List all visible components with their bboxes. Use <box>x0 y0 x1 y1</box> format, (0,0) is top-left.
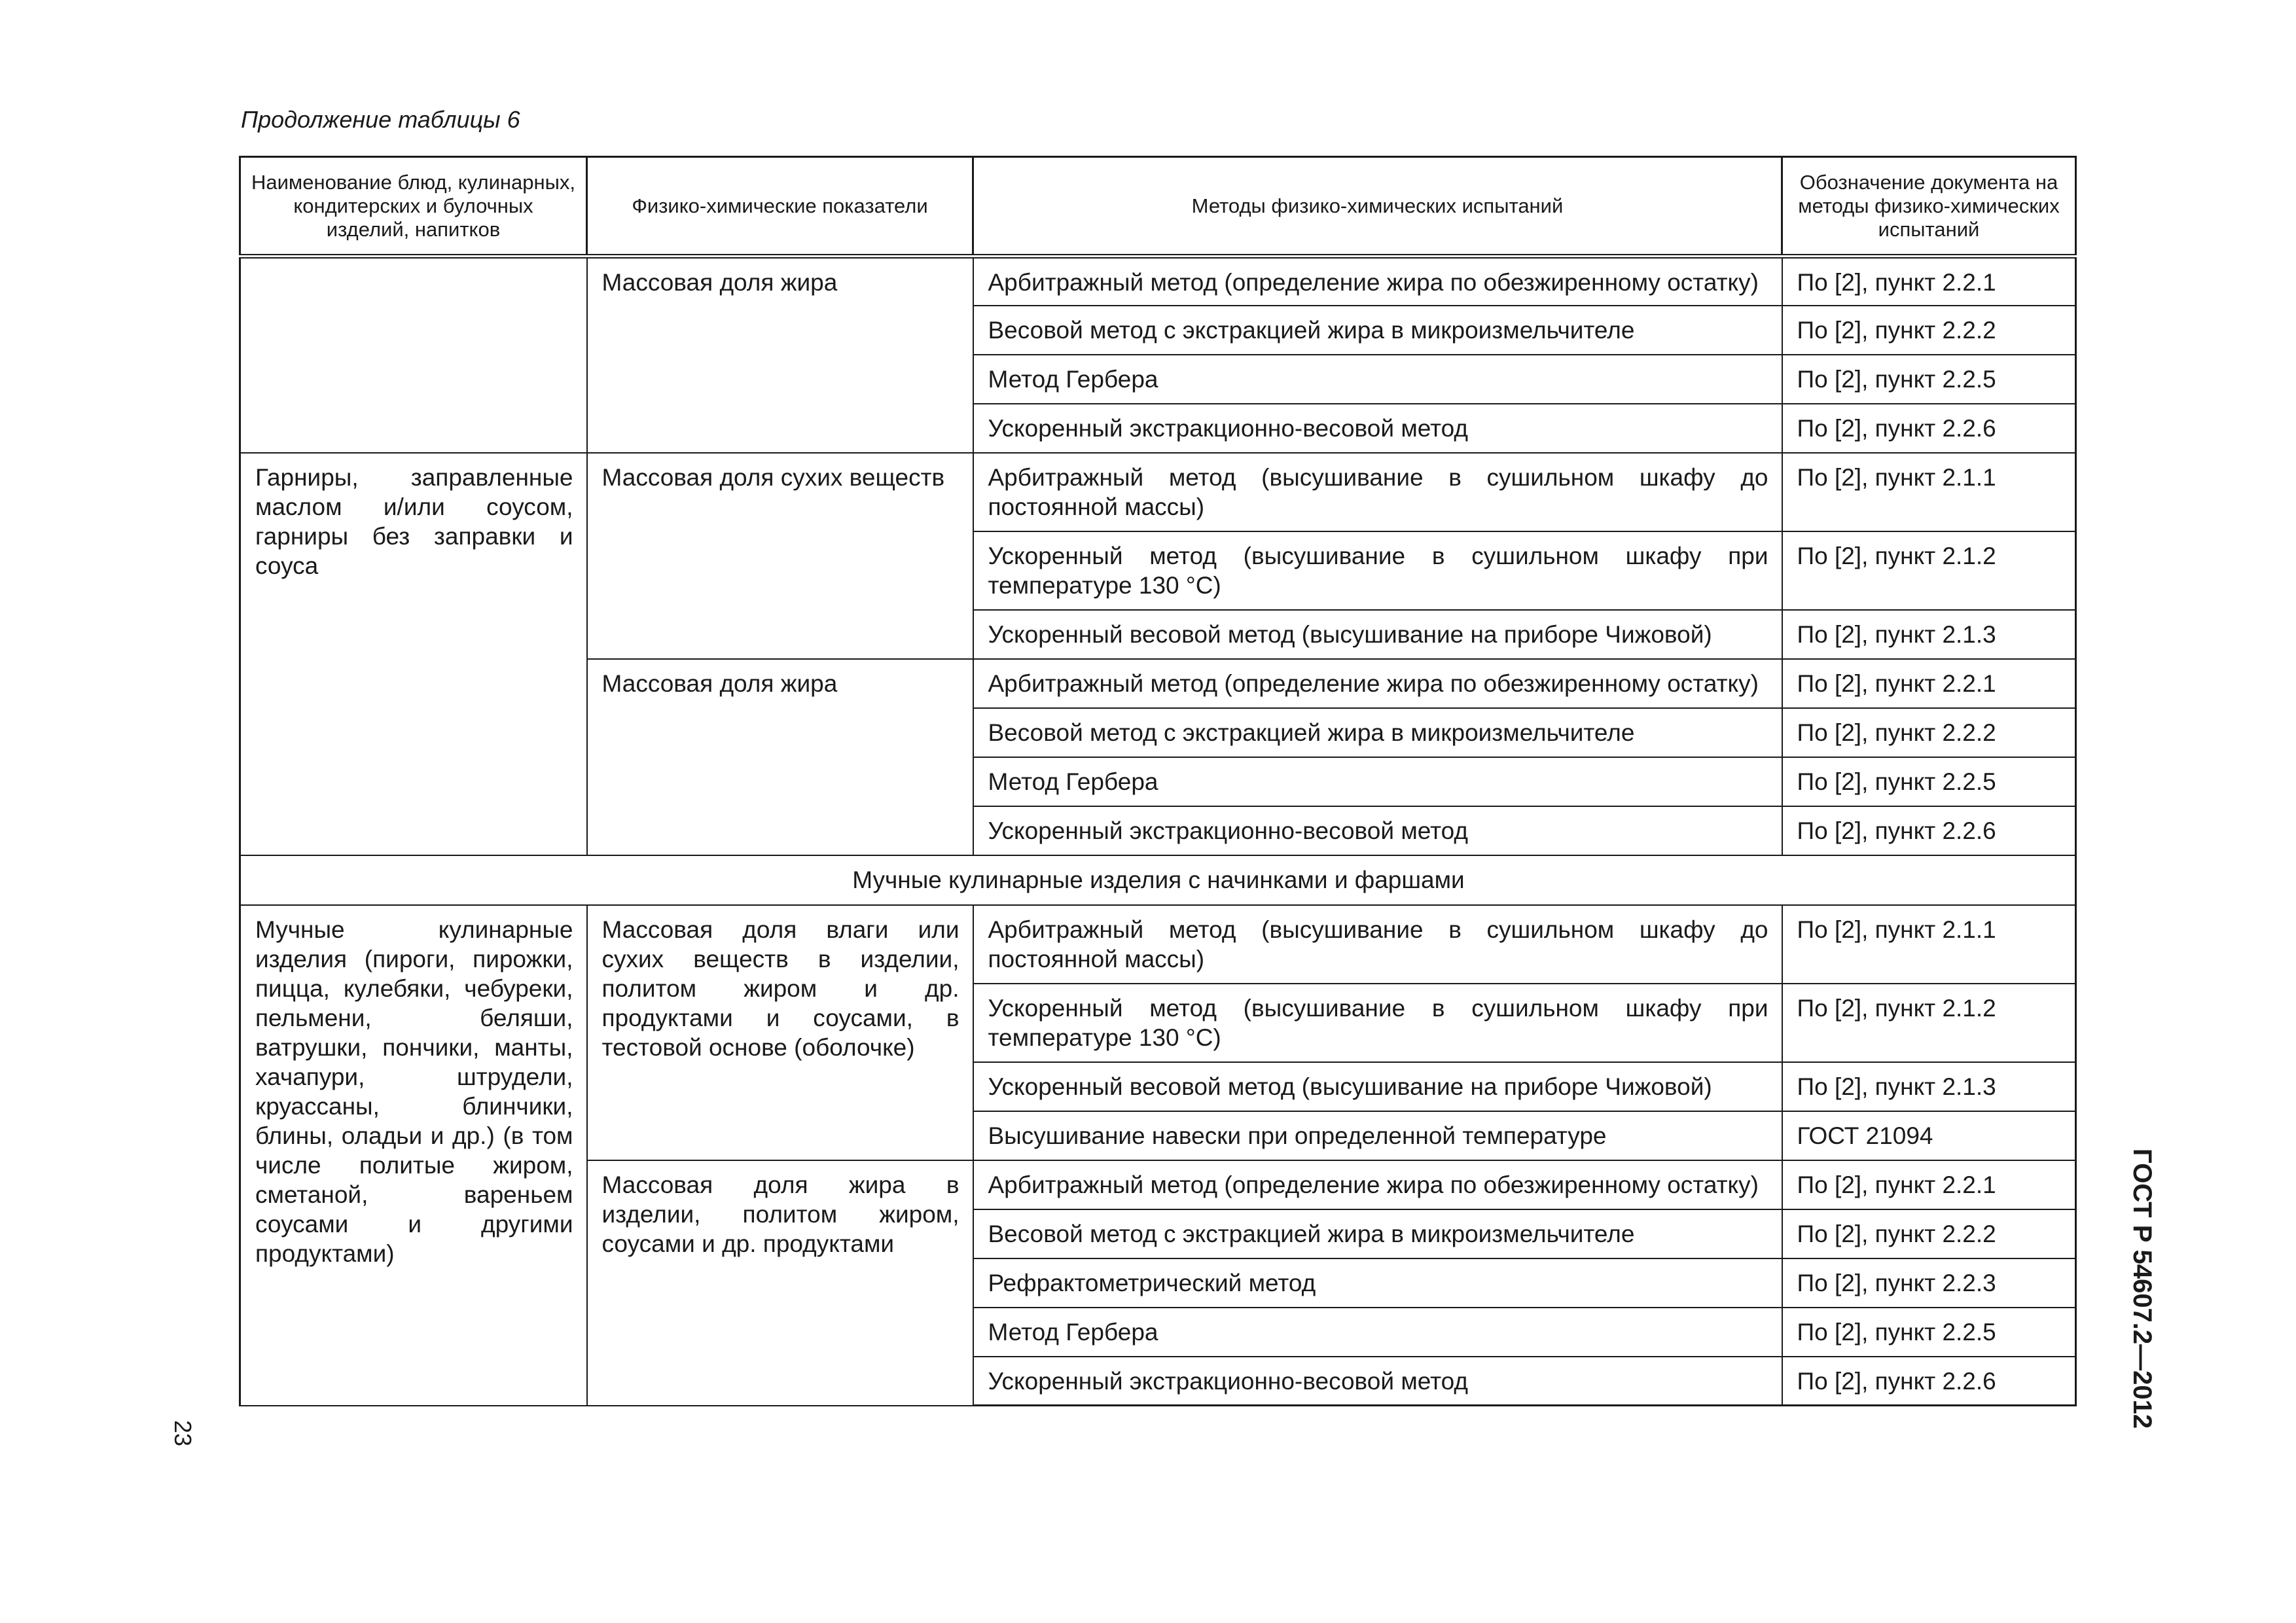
method-cell: Ускоренный экстракционно-весовой метод <box>973 404 1782 453</box>
indicator-cell: Массовая доля сухих веществ <box>587 453 973 659</box>
table-row <box>240 905 2076 984</box>
method-cell: Ускоренный весовой метод (высушивание на приборе Чижовой) <box>973 1062 1782 1111</box>
document-cell: По [2], пункт 2.1.3 <box>1782 610 2076 659</box>
method-cell: Весовой метод с экстракцией жира в микроизмельчителе <box>973 708 1782 757</box>
document-cell: ГОСТ 21094 <box>1782 1111 2076 1160</box>
document-cell: По [2], пункт 2.2.5 <box>1782 1308 2076 1357</box>
section-row <box>240 855 2076 905</box>
section-title: Мучные кулинарные изделия с начинками и фаршами <box>240 855 2076 905</box>
header-dish-name: Наименование блюд, кулинарных, кондитерских и булочных изделий, напитков <box>240 157 587 257</box>
document-cell: По [2], пункт 2.1.1 <box>1782 453 2076 531</box>
header-methods: Методы физико-химических испытаний <box>973 157 1782 257</box>
method-cell: Метод Гербера <box>973 1308 1782 1357</box>
method-cell: Весовой метод с экстракцией жира в микроизмельчителе <box>973 306 1782 355</box>
document-cell: По [2], пункт 2.2.2 <box>1782 708 2076 757</box>
dish-cell: Гарниры, заправленные маслом и/или соусом, гарниры без заправки и соуса <box>240 453 587 855</box>
table-row <box>240 257 2076 306</box>
method-cell: Ускоренный метод (высушивание в сушильном шкафу при температуре 130 °C) <box>973 984 1782 1062</box>
method-cell: Арбитражный метод (высушивание в сушильном шкафу до постоянной массы) <box>973 905 1782 984</box>
method-cell: Арбитражный метод (высушивание в сушильном шкафу до постоянной массы) <box>973 453 1782 531</box>
document-code: ГОСТ Р 54607.2—2012 <box>2128 1149 2157 1429</box>
document-cell: По [2], пункт 2.2.3 <box>1782 1258 2076 1308</box>
method-cell: Арбитражный метод (определение жира по обезжиренному остатку) <box>973 1160 1782 1209</box>
document-cell: По [2], пункт 2.2.6 <box>1782 404 2076 453</box>
document-cell: По [2], пункт 2.2.2 <box>1782 306 2076 355</box>
method-cell: Рефрактометрический метод <box>973 1258 1782 1308</box>
indicator-cell: Массовая доля жира <box>587 659 973 855</box>
document-cell: По [2], пункт 2.2.1 <box>1782 1160 2076 1209</box>
method-cell: Ускоренный метод (высушивание в сушильном шкафу при температуре 130 °C) <box>973 531 1782 610</box>
document-cell: По [2], пункт 2.2.1 <box>1782 257 2076 306</box>
document-cell: По [2], пункт 2.2.1 <box>1782 659 2076 708</box>
header-document: Обозначение документа на методы физико-химических испытаний <box>1782 157 2076 257</box>
indicator-cell: Массовая доля влаги или сухих веществ в изделии, политом жиром и др. продуктами и соусами, в тестовой основе (оболочке) <box>587 905 973 1160</box>
method-cell: Метод Гербера <box>973 757 1782 806</box>
header-indicators: Физико-химические показатели <box>587 157 973 257</box>
method-cell: Ускоренный весовой метод (высушивание на приборе Чижовой) <box>973 610 1782 659</box>
document-cell: По [2], пункт 2.2.5 <box>1782 757 2076 806</box>
method-cell: Арбитражный метод (определение жира по обезжиренному остатку) <box>973 257 1782 306</box>
method-cell: Арбитражный метод (определение жира по обезжиренному остатку) <box>973 659 1782 708</box>
method-cell: Высушивание навески при определенной температуре <box>973 1111 1782 1160</box>
document-cell: По [2], пункт 2.2.2 <box>1782 1209 2076 1258</box>
document-cell: По [2], пункт 2.2.6 <box>1782 1357 2076 1406</box>
table-header-row <box>240 157 2076 257</box>
table-row <box>240 453 2076 531</box>
document-cell: По [2], пункт 2.2.5 <box>1782 355 2076 404</box>
document-cell: По [2], пункт 2.1.2 <box>1782 984 2076 1062</box>
dish-cell: Мучные кулинарные изделия (пироги, пирожки, пицца, кулебяки, чебуреки, пельмени, беляши, ватрушки, пончики, манты, хачапури, штрудели, круассаны, блинчики, блины, оладьи и др.) (в том числе политые жиром, сметаной, вареньем соусами и другими продуктами) <box>240 905 587 1406</box>
indicator-cell: Массовая доля жира в изделии, политом жиром, соусами и др. продуктами <box>587 1160 973 1406</box>
document-cell: По [2], пункт 2.1.2 <box>1782 531 2076 610</box>
table-caption: Продолжение таблицы 6 <box>241 106 520 133</box>
page-number: 23 <box>170 1420 196 1447</box>
method-cell: Ускоренный экстракционно-весовой метод <box>973 806 1782 855</box>
document-cell: По [2], пункт 2.2.6 <box>1782 806 2076 855</box>
dish-cell-empty <box>240 257 587 453</box>
methods-table <box>239 156 2077 1406</box>
method-cell: Ускоренный экстракционно-весовой метод <box>973 1357 1782 1406</box>
method-cell: Весовой метод с экстракцией жира в микроизмельчителе <box>973 1209 1782 1258</box>
method-cell: Метод Гербера <box>973 355 1782 404</box>
indicator-cell: Массовая доля жира <box>587 257 973 453</box>
document-cell: По [2], пункт 2.1.1 <box>1782 905 2076 984</box>
document-cell: По [2], пункт 2.1.3 <box>1782 1062 2076 1111</box>
